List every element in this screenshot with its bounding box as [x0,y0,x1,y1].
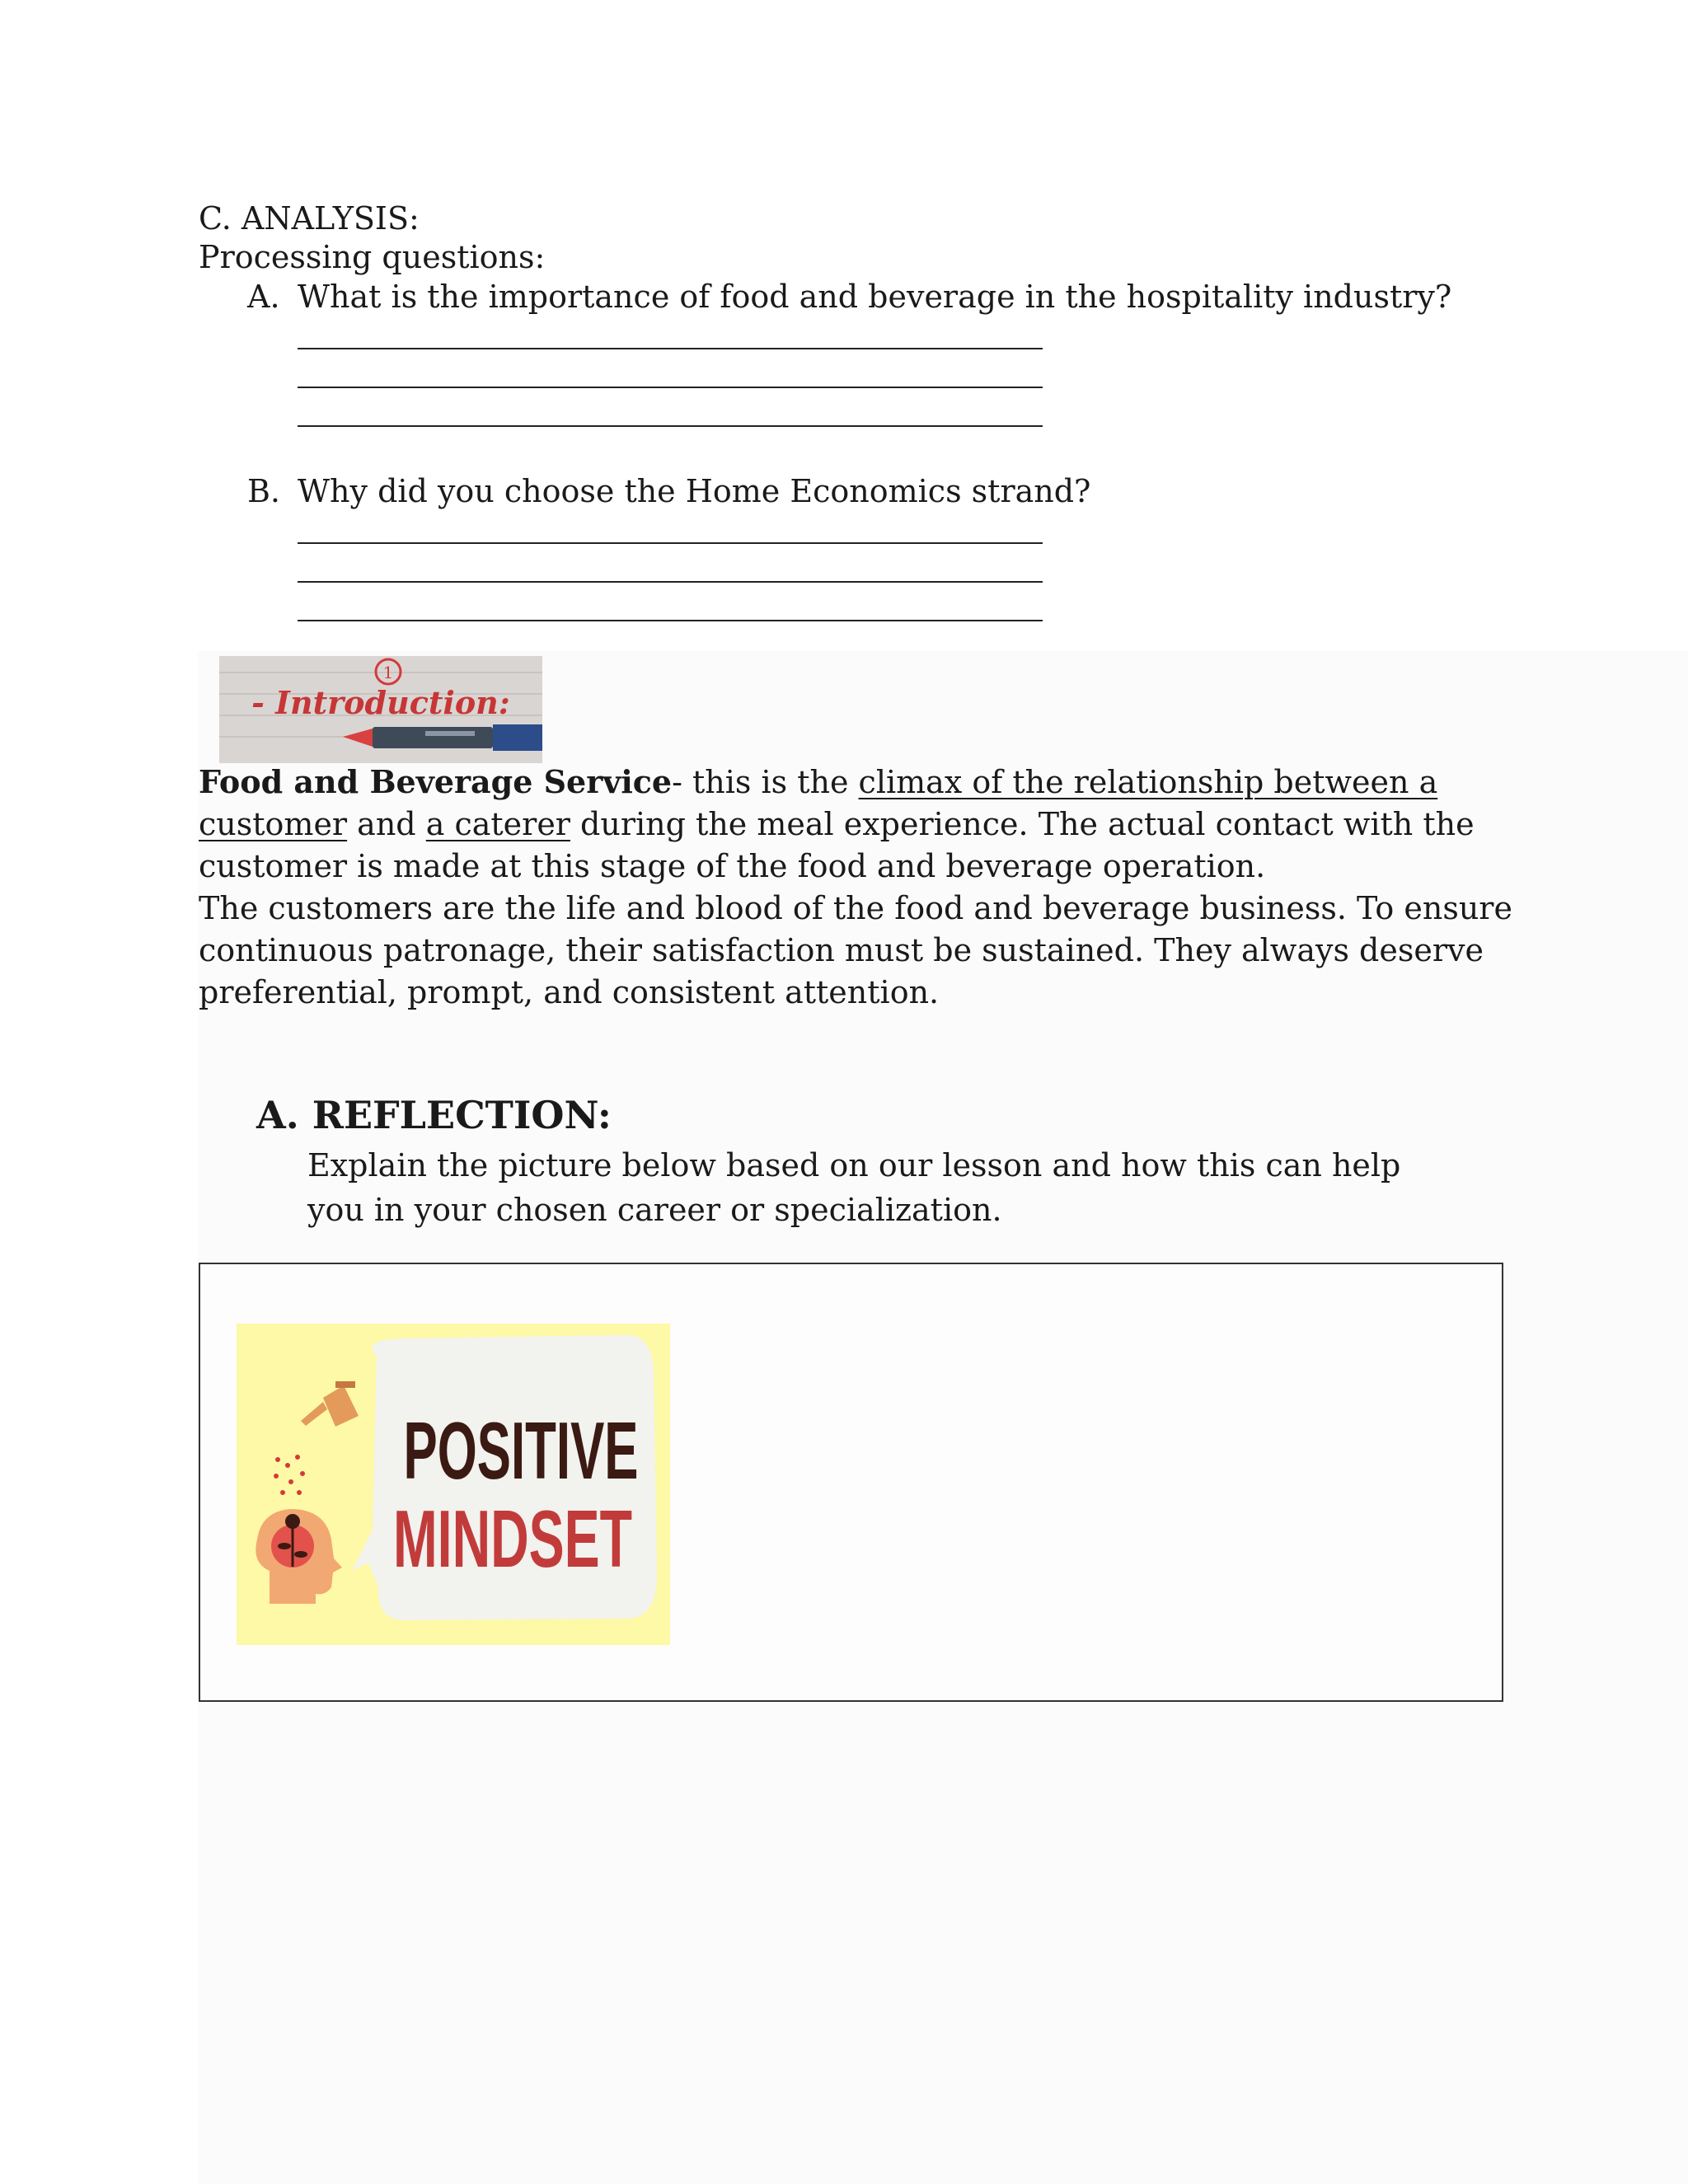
question-b-text: Why did you choose the Home Economics strand? [298,473,1091,509]
processing-questions-label: Processing questions: [199,239,546,275]
intro-dash: - this is the [672,764,859,800]
reflection-answer-box[interactable] [199,1263,1503,1702]
positive-mindset-picture [237,1324,670,1645]
reflection-heading: A. REFLECTION: [256,1093,612,1137]
intro-paragraph-1 [199,761,1559,888]
intro-underline-1: climax of the relationship between a customer [199,764,1438,842]
intro-paragraph-2: The customers are the life and blood of the food and beverage business. To ensure continuous patronage, their satisfaction must be sustained. They always deserve preferential, prompt, and consistent attention. [199,890,1512,1010]
intro-underline-2: a caterer [425,806,570,842]
question-b-marker: B. [247,473,281,509]
answer-line-b3[interactable] [298,620,1043,621]
intro-number-label: 1 [382,663,394,682]
answer-line-b2[interactable] [298,581,1043,583]
introduction-image [219,656,542,763]
intro-and: and [347,806,426,842]
answer-line-b1[interactable] [298,542,1043,544]
intro-paragraphs [199,761,1559,1014]
question-a-text: What is the importance of food and beverage in the hospitality industry? [298,279,1452,315]
question-a-marker: A. [247,279,280,315]
intro-rest: during the meal experience. The actual contact with the customer is made at this stage of the food and beverage operation. [199,806,1475,884]
picture-word-positive: POSITIVE [403,1405,639,1496]
reflection-instruction-line-1: Explain the picture below based on our lesson and how this can help [307,1147,1401,1183]
picture-word-mindset: MINDSET [393,1493,632,1584]
answer-line-a2[interactable] [298,387,1043,388]
answer-line-a3[interactable] [298,425,1043,427]
reflection-instruction-line-2: you in your chosen career or specialization. [307,1192,1002,1228]
intro-word-label: - Introduction: [251,684,510,721]
analysis-heading: C. ANALYSIS: [199,200,420,237]
intro-term: Food and Beverage Service [199,763,673,800]
answer-line-a1[interactable] [298,348,1043,349]
